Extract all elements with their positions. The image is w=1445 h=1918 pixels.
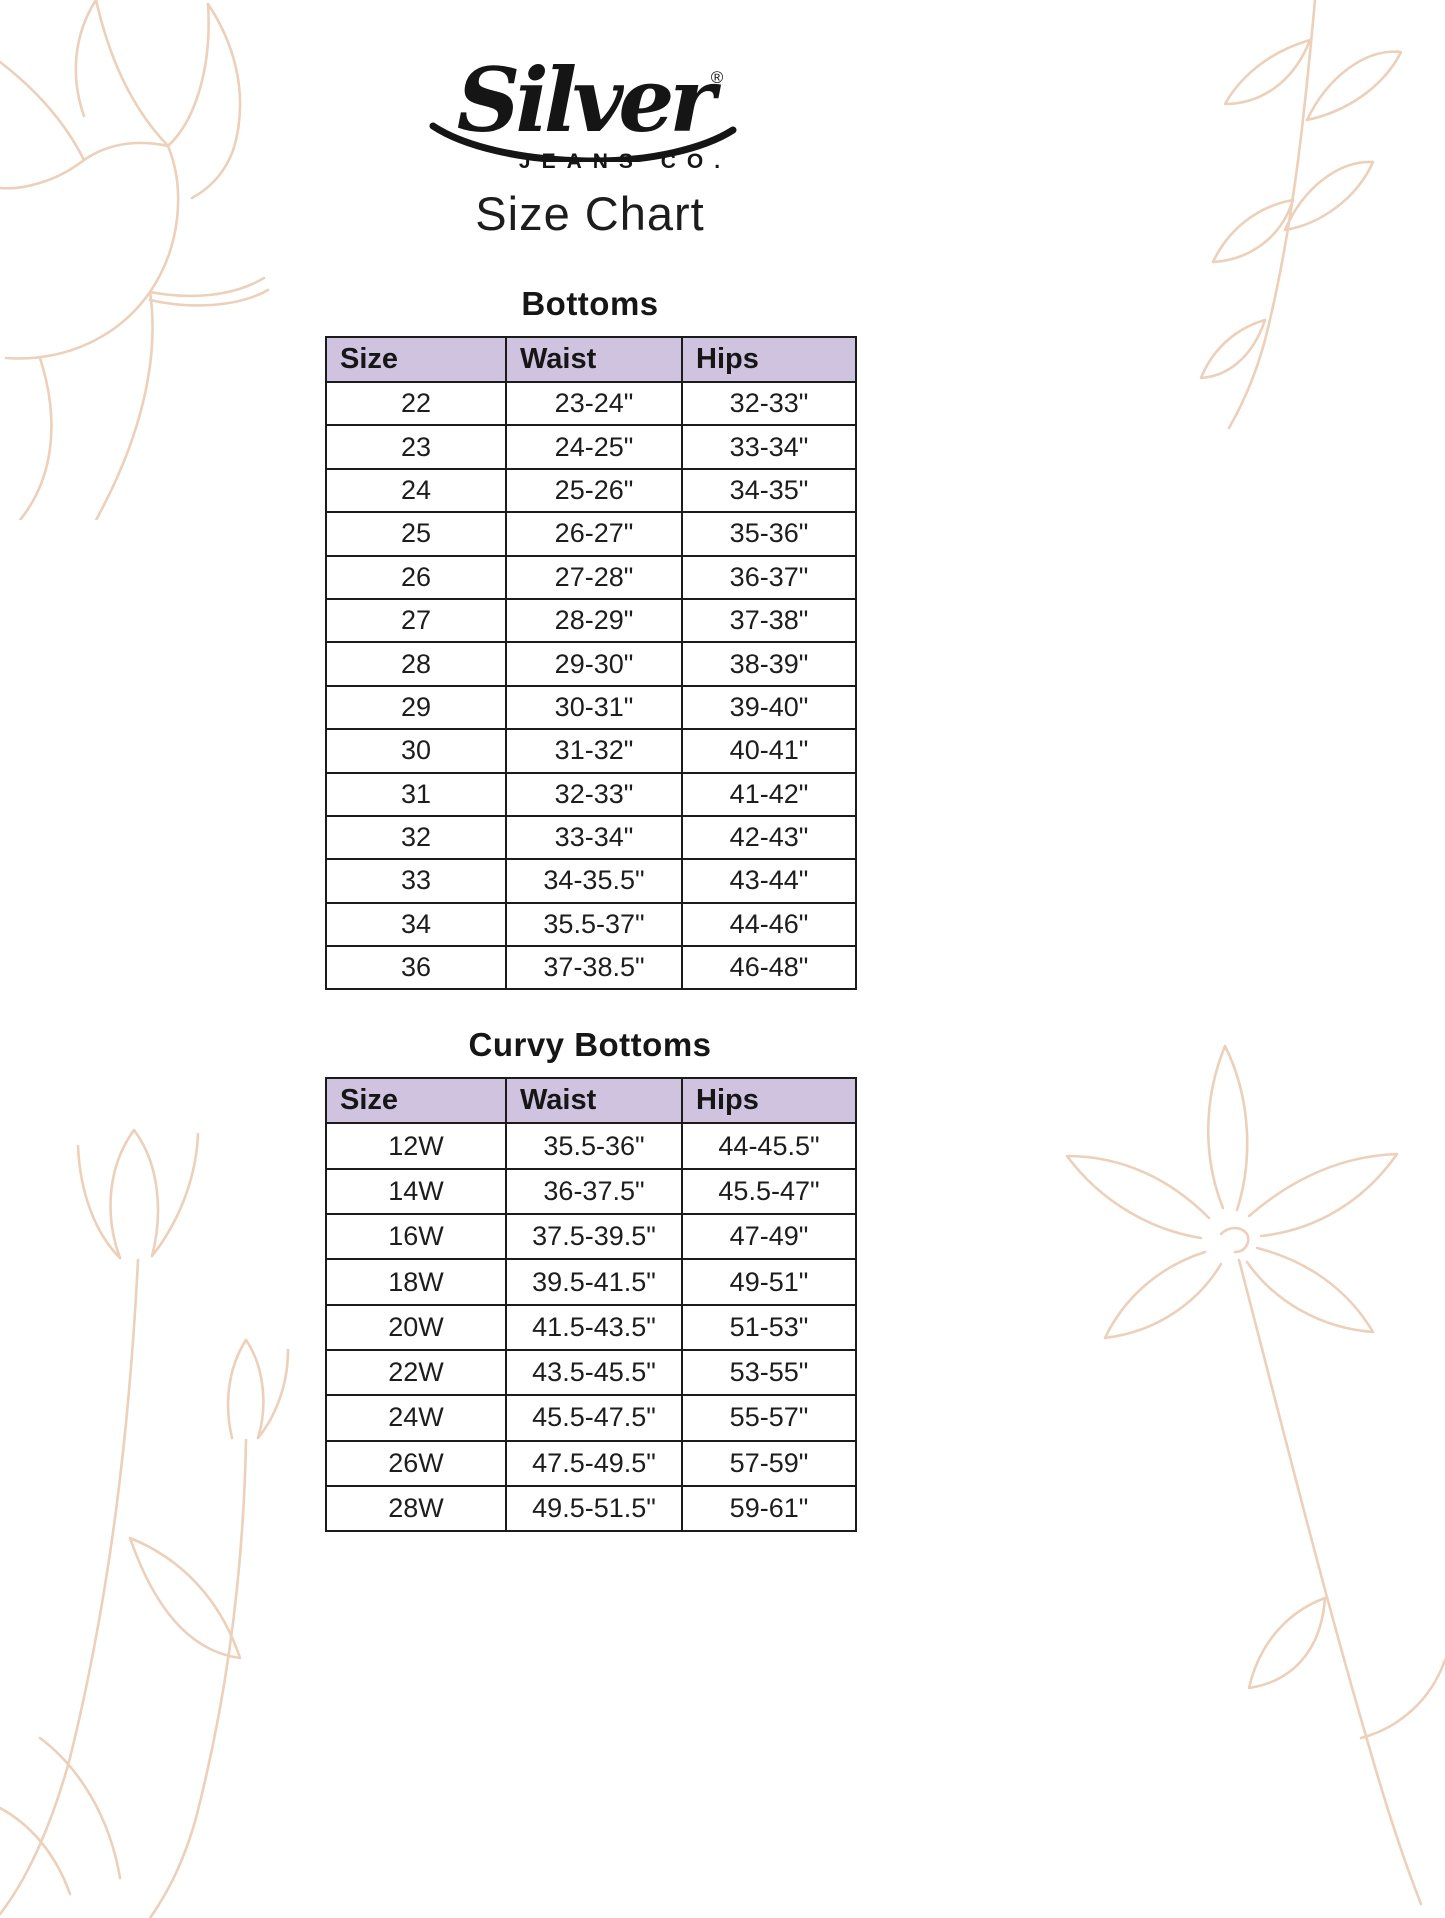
table-cell: 37.5-39.5": [506, 1214, 682, 1259]
column-header-waist: Waist: [506, 1078, 682, 1123]
table-cell: 36-37": [682, 556, 856, 599]
brand-name-script: Silver: [456, 48, 711, 152]
table-cell: 55-57": [682, 1395, 856, 1440]
curvy-bottoms-table-body: [326, 1123, 856, 1531]
table-cell: 14W: [326, 1169, 506, 1214]
table-cell: 16W: [326, 1214, 506, 1259]
table-cell: 12W: [326, 1123, 506, 1168]
header-row: [326, 337, 856, 382]
table-cell: 22W: [326, 1350, 506, 1395]
table-cell: 47-49": [682, 1214, 856, 1259]
table-cell: 33-34": [506, 816, 682, 859]
table-cell: 26W: [326, 1441, 506, 1486]
table-cell: 25-26": [506, 469, 682, 512]
table-row: [326, 1350, 856, 1395]
table-cell: 32: [326, 816, 506, 859]
table-cell: 33: [326, 859, 506, 902]
table-cell: 24-25": [506, 425, 682, 468]
table-row: [326, 1441, 856, 1486]
table-cell: 39.5-41.5": [506, 1259, 682, 1304]
table-cell: 53-55": [682, 1350, 856, 1395]
column-header-waist: Waist: [506, 337, 682, 382]
table-cell: 44-46": [682, 903, 856, 946]
table-cell: 24W: [326, 1395, 506, 1440]
table-cell: 38-39": [682, 642, 856, 685]
registered-trademark-icon: ®: [710, 68, 724, 87]
content-column: [325, 0, 855, 1532]
table-cell: 27-28": [506, 556, 682, 599]
table-cell: 43-44": [682, 859, 856, 902]
curvy-bottoms-size-table: [325, 1077, 857, 1532]
table-cell: 46-48": [682, 946, 856, 989]
table-cell: 31: [326, 773, 506, 816]
table-row: [326, 469, 856, 512]
table-cell: 59-61": [682, 1486, 856, 1531]
table-cell: 44-45.5": [682, 1123, 856, 1168]
column-header-size: Size: [326, 1078, 506, 1123]
table-cell: 35.5-37": [506, 903, 682, 946]
table-cell: 31-32": [506, 729, 682, 772]
table-cell: 28W: [326, 1486, 506, 1531]
bottoms-table-header: [326, 337, 856, 382]
table-cell: 47.5-49.5": [506, 1441, 682, 1486]
table-cell: 45.5-47": [682, 1169, 856, 1214]
bottoms-size-table: [325, 336, 857, 990]
table-cell: 32-33": [506, 773, 682, 816]
table-cell: 23-24": [506, 382, 682, 425]
table-cell: 35.5-36": [506, 1123, 682, 1168]
table-row: [326, 773, 856, 816]
table-cell: 36-37.5": [506, 1169, 682, 1214]
table-cell: 32-33": [682, 382, 856, 425]
table-row: [326, 1169, 856, 1214]
table-row: [326, 1486, 856, 1531]
table-cell: 40-41": [682, 729, 856, 772]
table-row: [326, 556, 856, 599]
table-cell: 34: [326, 903, 506, 946]
bottoms-table-body: [326, 382, 856, 989]
table-cell: 20W: [326, 1305, 506, 1350]
table-row: [326, 642, 856, 685]
table-row: [326, 859, 856, 902]
header-row: [326, 1078, 856, 1123]
table-cell: 36: [326, 946, 506, 989]
table-cell: 27: [326, 599, 506, 642]
table-cell: 33-34": [682, 425, 856, 468]
table-cell: 42-43": [682, 816, 856, 859]
table-cell: 25: [326, 512, 506, 555]
table-cell: 18W: [326, 1259, 506, 1304]
table-row: [326, 816, 856, 859]
table-cell: 30-31": [506, 686, 682, 729]
table-row: [326, 425, 856, 468]
page-title: Size Chart: [475, 187, 705, 240]
leaves-line-art-top-right: [1125, 0, 1445, 430]
table-cell: 41-42": [682, 773, 856, 816]
flower-line-art-top-left: [0, 0, 290, 520]
brand-logo: [425, 48, 755, 176]
flower-line-art-bottom-right: [1025, 1038, 1445, 1918]
brand-subtitle: JEANS CO.: [518, 150, 732, 173]
table-row: [326, 1305, 856, 1350]
table-cell: 30: [326, 729, 506, 772]
table-cell: 45.5-47.5": [506, 1395, 682, 1440]
table-cell: 22: [326, 382, 506, 425]
table-cell: 34-35.5": [506, 859, 682, 902]
table-cell: 37-38.5": [506, 946, 682, 989]
table-cell: 34-35": [682, 469, 856, 512]
table-cell: 41.5-43.5": [506, 1305, 682, 1350]
table-cell: 26: [326, 556, 506, 599]
section-title-curvy-bottoms: Curvy Bottoms: [468, 1026, 712, 1064]
table-row: [326, 599, 856, 642]
table-row: [326, 382, 856, 425]
table-cell: 49.5-51.5": [506, 1486, 682, 1531]
table-row: [326, 903, 856, 946]
table-cell: 23: [326, 425, 506, 468]
table-cell: 29-30": [506, 642, 682, 685]
table-cell: 26-27": [506, 512, 682, 555]
table-cell: 43.5-45.5": [506, 1350, 682, 1395]
table-row: [326, 1259, 856, 1304]
table-cell: 35-36": [682, 512, 856, 555]
column-header-size: Size: [326, 337, 506, 382]
table-cell: 28-29": [506, 599, 682, 642]
table-row: [326, 1123, 856, 1168]
table-cell: 29: [326, 686, 506, 729]
table-row: [326, 686, 856, 729]
table-row: [326, 512, 856, 555]
column-header-hips: Hips: [682, 1078, 856, 1123]
table-cell: 51-53": [682, 1305, 856, 1350]
table-cell: 37-38": [682, 599, 856, 642]
table-row: [326, 946, 856, 989]
table-cell: 39-40": [682, 686, 856, 729]
table-row: [326, 1214, 856, 1259]
table-row: [326, 1395, 856, 1440]
curvy-bottoms-table-header: [326, 1078, 856, 1123]
column-header-hips: Hips: [682, 337, 856, 382]
flower-line-art-bottom-left: [0, 1118, 340, 1918]
table-row: [326, 729, 856, 772]
table-cell: 24: [326, 469, 506, 512]
section-title-bottoms: Bottoms: [521, 285, 659, 322]
table-cell: 28: [326, 642, 506, 685]
brand-logo-script-row: [425, 48, 755, 152]
table-cell: 49-51": [682, 1259, 856, 1304]
table-cell: 57-59": [682, 1441, 856, 1486]
